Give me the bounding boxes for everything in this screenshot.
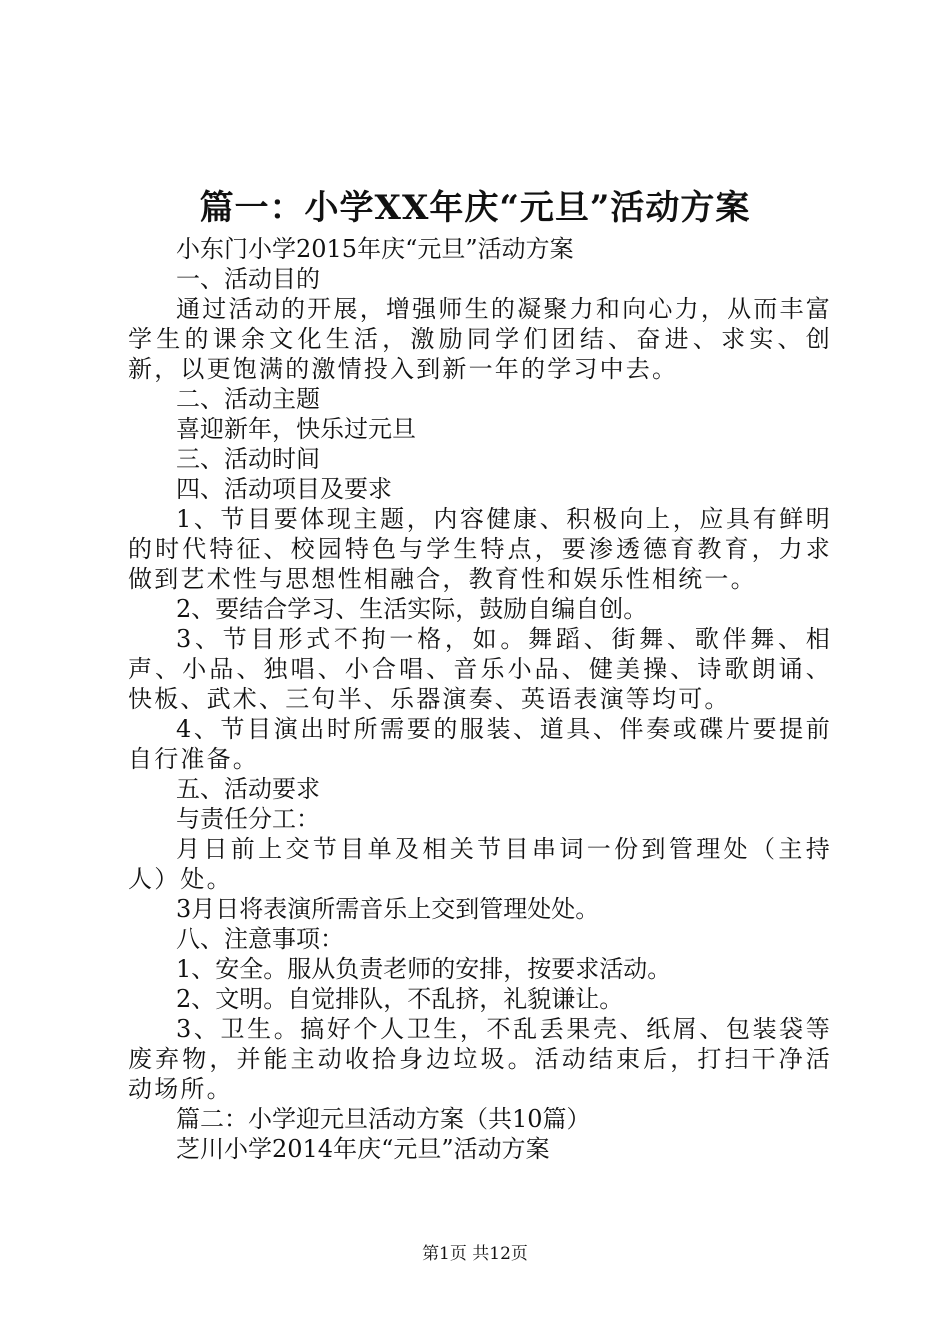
paragraph-section-theme: 二、活动主题 <box>176 385 320 413</box>
page-number-footer: 第1页 共12页 <box>422 1244 528 1264</box>
paragraph-responsibility: 与责任分工： <box>176 805 320 833</box>
paragraph-section-requirements: 五、活动要求 <box>176 775 320 803</box>
paragraph-section-purpose: 一、活动目的 <box>176 265 320 293</box>
document-title: 篇一：小学XX年庆“元旦”活动方案 <box>199 188 751 228</box>
document-body <box>128 234 832 1164</box>
paragraph-submit-music: 3月日将表演所需音乐上交到管理处处。 <box>176 895 600 923</box>
paragraph-item-3: 3、节目形式不拘一格，如。舞蹈、街舞、歌伴舞、相声、小品、独唱、小合唱、音乐小品、健美操、诗歌朗诵、快板、武术、三句半、乐器演奏、英语表演等均可。 <box>128 625 832 713</box>
paragraph-purpose-text: 通过活动的开展，增强师生的凝聚力和向心力，从而丰富学生的课余文化生活，激励同学们团结、奋进、求实、创新，以更饱满的激情投入到新一年的学习中去。 <box>128 295 832 383</box>
paragraph-part-two-school-plan: 芝川小学2014年庆“元旦”活动方案 <box>176 1135 550 1163</box>
paragraph-note-hygiene: 3、卫生。搞好个人卫生，不乱丢果壳、纸屑、包装袋等废弃物，并能主动收拾身边垃圾。活动结束后，打扫干净活动场所。 <box>128 1015 832 1103</box>
paragraph-school-plan-title: 小东门小学2015年庆“元旦”活动方案 <box>176 235 574 263</box>
paragraph-theme-text: 喜迎新年，快乐过元旦 <box>176 415 416 443</box>
paragraph-section-notes: 八、注意事项： <box>176 925 344 953</box>
paragraph-note-civility: 2、文明。自觉排队，不乱挤，礼貌谦让。 <box>176 985 624 1013</box>
paragraph-part-two-title: 篇二：小学迎元旦活动方案（共10篇） <box>176 1105 591 1133</box>
paragraph-item-4: 4、节目演出时所需要的服装、道具、伴奏或碟片要提前自行准备。 <box>128 715 832 773</box>
paragraph-note-safety: 1、安全。服从负责老师的安排，按要求活动。 <box>176 955 672 983</box>
paragraph-section-items: 四、活动项目及要求 <box>176 475 392 503</box>
paragraph-item-2: 2、要结合学习、生活实际，鼓励自编自创。 <box>176 595 648 623</box>
paragraph-submit-program: 月日前上交节目单及相关节目串词一份到管理处（主持人）处。 <box>128 835 832 893</box>
paragraph-section-time: 三、活动时间 <box>176 445 320 473</box>
paragraph-item-1: 1、节目要体现主题，内容健康、积极向上，应具有鲜明的时代特征、校园特色与学生特点，要渗透德育教育，力求做到艺术性与思想性相融合，教育性和娱乐性相统一。 <box>128 505 832 593</box>
